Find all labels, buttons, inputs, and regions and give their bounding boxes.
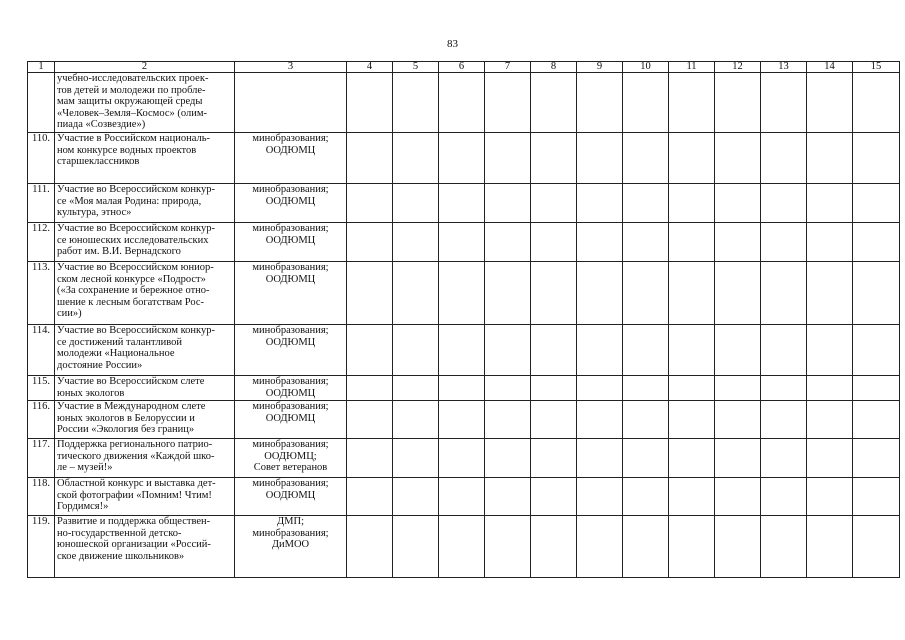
activity-description — [55, 376, 235, 401]
empty-cell — [347, 376, 393, 401]
empty-cell — [577, 376, 623, 401]
empty-cell — [807, 401, 853, 439]
executor-line: минобразования; — [252, 184, 329, 195]
empty-cell — [669, 223, 715, 262]
empty-cell — [439, 439, 485, 478]
responsible-executors — [235, 223, 347, 262]
column-header: 7 — [485, 62, 531, 73]
column-header: 5 — [393, 62, 439, 73]
empty-cell — [485, 133, 531, 184]
empty-cell — [853, 262, 900, 325]
responsible-executors — [235, 439, 347, 478]
empty-cell — [807, 478, 853, 516]
column-header: 1 — [28, 62, 55, 73]
empty-cell — [761, 401, 807, 439]
column-header: 13 — [761, 62, 807, 73]
description-line: «Человек–Земля–Космос» (олим- — [57, 107, 207, 119]
executor-line: ООДЮМЦ — [265, 412, 316, 424]
empty-cell — [623, 73, 669, 133]
description-line: Поддержка регионального патрио- — [57, 439, 213, 450]
empty-cell — [623, 133, 669, 184]
description-line: Участие во Всероссийском конкур- — [57, 223, 215, 234]
description-line: пиада «Созвездие») — [57, 119, 146, 131]
responsible-executors — [235, 516, 347, 578]
description-line: работ им. В.И. Вернадского — [57, 246, 181, 258]
empty-cell — [761, 184, 807, 223]
activity-description — [55, 478, 235, 516]
description-line: Областной конкурс и выставка дет- — [57, 478, 216, 489]
empty-cell — [853, 325, 900, 376]
column-header: 8 — [531, 62, 577, 73]
empty-cell — [715, 262, 761, 325]
empty-cell — [715, 73, 761, 133]
empty-cell — [761, 516, 807, 578]
empty-cell — [439, 133, 485, 184]
empty-cell — [853, 478, 900, 516]
description-line: Участие во Всероссийском слете — [57, 376, 205, 387]
activity-description — [55, 401, 235, 439]
empty-cell — [807, 376, 853, 401]
table-body — [28, 73, 900, 578]
table-row — [28, 325, 900, 376]
executor-line: ООДЮМЦ — [265, 489, 316, 501]
empty-cell — [669, 133, 715, 184]
executor-line: ООДЮМЦ — [265, 234, 316, 246]
empty-cell — [485, 325, 531, 376]
row-number: 117. — [28, 439, 55, 478]
activity-description — [55, 439, 235, 478]
empty-cell — [807, 73, 853, 133]
empty-cell — [853, 223, 900, 262]
empty-cell — [485, 184, 531, 223]
description-line: Участие во Всероссийском конкур- — [57, 325, 215, 336]
empty-cell — [715, 223, 761, 262]
empty-cell — [485, 516, 531, 578]
empty-cell — [761, 133, 807, 184]
empty-cell — [531, 439, 577, 478]
executor-line: ООДЮМЦ; — [264, 450, 317, 462]
empty-cell — [853, 401, 900, 439]
empty-cell — [577, 516, 623, 578]
empty-cell — [485, 73, 531, 133]
empty-cell — [577, 133, 623, 184]
empty-cell — [347, 223, 393, 262]
description-line: мам защиты окружающей среды — [57, 96, 203, 108]
row-number: 115. — [28, 376, 55, 401]
empty-cell — [531, 73, 577, 133]
empty-cell — [531, 133, 577, 184]
description-line: юных экологов — [57, 387, 125, 399]
executor-line: минобразования; — [252, 133, 329, 144]
empty-cell — [853, 376, 900, 401]
empty-cell — [623, 516, 669, 578]
empty-cell — [439, 376, 485, 401]
table-row — [28, 133, 900, 184]
empty-cell — [347, 73, 393, 133]
description-line: ское движение школьников» — [57, 550, 185, 562]
column-header: 9 — [577, 62, 623, 73]
empty-cell — [669, 376, 715, 401]
empty-cell — [531, 325, 577, 376]
empty-cell — [439, 184, 485, 223]
empty-cell — [623, 376, 669, 401]
activity-description — [55, 184, 235, 223]
empty-cell — [485, 376, 531, 401]
table-row — [28, 516, 900, 578]
description-line: культура, этнос» — [57, 207, 132, 219]
empty-cell — [669, 516, 715, 578]
empty-cell — [531, 401, 577, 439]
row-number: 118. — [28, 478, 55, 516]
empty-cell — [439, 223, 485, 262]
empty-cell — [393, 325, 439, 376]
empty-cell — [807, 325, 853, 376]
column-header: 12 — [715, 62, 761, 73]
description-line: достояние России» — [57, 359, 143, 371]
executor-line: минобразования; — [252, 527, 329, 539]
empty-cell — [531, 516, 577, 578]
executor-line: Совет ветеранов — [253, 462, 328, 474]
description-line: сии») — [57, 308, 82, 320]
empty-cell — [761, 223, 807, 262]
empty-cell — [715, 516, 761, 578]
description-line: Участие в Российском националь- — [57, 133, 210, 144]
row-number: 111. — [28, 184, 55, 223]
empty-cell — [715, 478, 761, 516]
table-row — [28, 376, 900, 401]
executor-line: минобразования; — [252, 262, 329, 273]
empty-cell — [393, 439, 439, 478]
description-line: юных экологов в Белоруссии и — [57, 412, 195, 424]
empty-cell — [853, 439, 900, 478]
description-line: учебно-исследовательских проек- — [57, 73, 209, 84]
responsible-executors — [235, 325, 347, 376]
empty-cell — [807, 516, 853, 578]
column-header: 11 — [669, 62, 715, 73]
empty-cell — [577, 184, 623, 223]
description-line: Участие в Международном слете — [57, 401, 206, 412]
empty-cell — [623, 439, 669, 478]
page-number: 83 — [447, 38, 458, 50]
empty-cell — [715, 184, 761, 223]
empty-cell — [669, 262, 715, 325]
empty-cell — [577, 223, 623, 262]
row-number — [28, 73, 55, 133]
empty-cell — [439, 262, 485, 325]
empty-cell — [347, 262, 393, 325]
responsible-executors — [235, 133, 347, 184]
column-header: 14 — [807, 62, 853, 73]
description-line: ле – музей!» — [57, 462, 113, 474]
row-number: 113. — [28, 262, 55, 325]
empty-cell — [347, 439, 393, 478]
empty-cell — [853, 516, 900, 578]
empty-cell — [393, 73, 439, 133]
description-line: но-государственной детско- — [57, 527, 182, 539]
row-number: 112. — [28, 223, 55, 262]
description-line: се достижений талантливой — [57, 336, 182, 348]
description-line: молодежи «Национальное — [57, 348, 175, 360]
empty-cell — [623, 325, 669, 376]
empty-cell — [577, 478, 623, 516]
activity-description — [55, 73, 235, 133]
empty-cell — [715, 376, 761, 401]
description-line: се юношеских исследовательских — [57, 234, 209, 246]
empty-cell — [715, 401, 761, 439]
table-row — [28, 478, 900, 516]
executor-line: минобразования; — [252, 376, 329, 387]
empty-cell — [761, 478, 807, 516]
empty-cell — [669, 401, 715, 439]
empty-cell — [623, 401, 669, 439]
description-line: ном конкурсе водных проектов — [57, 144, 197, 156]
column-header: 4 — [347, 62, 393, 73]
table-row — [28, 73, 900, 133]
empty-cell — [393, 516, 439, 578]
empty-cell — [531, 478, 577, 516]
column-header: 2 — [55, 62, 235, 73]
description-line: шение к лесным богатствам Рос- — [57, 296, 205, 308]
empty-cell — [347, 184, 393, 223]
table-row — [28, 184, 900, 223]
empty-cell — [577, 325, 623, 376]
empty-cell — [761, 262, 807, 325]
empty-cell — [623, 262, 669, 325]
executor-line: ДМП; — [277, 516, 304, 527]
empty-cell — [439, 401, 485, 439]
column-header: 6 — [439, 62, 485, 73]
empty-cell — [853, 73, 900, 133]
empty-cell — [485, 401, 531, 439]
description-line: ском лесной конкурсе «Подрост» — [57, 273, 206, 285]
executor-line: минобразования; — [252, 325, 329, 336]
empty-cell — [347, 478, 393, 516]
description-line: юношеской организации «Россий- — [57, 539, 211, 551]
description-line: старшеклассников — [57, 156, 140, 168]
row-number: 116. — [28, 401, 55, 439]
empty-cell — [715, 133, 761, 184]
executor-line: минобразования; — [252, 223, 329, 234]
row-number: 110. — [28, 133, 55, 184]
empty-cell — [669, 184, 715, 223]
empty-cell — [393, 401, 439, 439]
table-row — [28, 439, 900, 478]
plan-table — [27, 61, 900, 578]
activity-description — [55, 223, 235, 262]
description-line: тов детей и молодежи по пробле- — [57, 84, 206, 96]
empty-cell — [347, 401, 393, 439]
empty-cell — [715, 439, 761, 478]
row-number: 119. — [28, 516, 55, 578]
empty-cell — [531, 262, 577, 325]
empty-cell — [531, 223, 577, 262]
empty-cell — [393, 133, 439, 184]
description-line: России «Экология без границ» — [57, 424, 195, 436]
empty-cell — [393, 478, 439, 516]
description-line: Развитие и поддержка обществен- — [57, 516, 211, 527]
empty-cell — [531, 376, 577, 401]
executor-line: ООДЮМЦ — [265, 144, 316, 156]
responsible-executors — [235, 73, 347, 133]
empty-cell — [669, 73, 715, 133]
empty-cell — [439, 325, 485, 376]
empty-cell — [623, 223, 669, 262]
empty-cell — [439, 73, 485, 133]
table-row — [28, 223, 900, 262]
executor-line: минобразования; — [252, 439, 329, 450]
empty-cell — [807, 184, 853, 223]
empty-cell — [853, 184, 900, 223]
empty-cell — [761, 73, 807, 133]
description-line: Участие во Всероссийском конкур- — [57, 184, 215, 195]
empty-cell — [807, 223, 853, 262]
description-line: Гордимся!» — [57, 501, 109, 513]
description-line: («За сохранение и бережное отно- — [57, 285, 210, 297]
activity-description — [55, 325, 235, 376]
empty-cell — [577, 401, 623, 439]
empty-cell — [393, 184, 439, 223]
empty-cell — [485, 478, 531, 516]
executor-line: минобразования; — [252, 401, 329, 412]
executor-line: ООДЮМЦ — [265, 273, 316, 285]
empty-cell — [485, 223, 531, 262]
empty-cell — [577, 262, 623, 325]
executor-line: ООДЮМЦ — [265, 387, 316, 399]
empty-cell — [669, 325, 715, 376]
row-number: 114. — [28, 325, 55, 376]
empty-cell — [393, 223, 439, 262]
empty-cell — [393, 262, 439, 325]
table-row — [28, 262, 900, 325]
description-line: се «Моя малая Родина: природа, — [57, 195, 202, 207]
empty-cell — [669, 478, 715, 516]
activity-description — [55, 516, 235, 578]
empty-cell — [347, 516, 393, 578]
responsible-executors — [235, 376, 347, 401]
empty-cell — [347, 133, 393, 184]
empty-cell — [439, 516, 485, 578]
executor-line: ООДЮМЦ — [265, 336, 316, 348]
empty-cell — [347, 325, 393, 376]
empty-cell — [761, 376, 807, 401]
column-header: 3 — [235, 62, 347, 73]
responsible-executors — [235, 478, 347, 516]
empty-cell — [761, 439, 807, 478]
column-header: 15 — [853, 62, 900, 73]
empty-cell — [807, 262, 853, 325]
description-line: Участие во Всероссийском юниор- — [57, 262, 214, 273]
empty-cell — [485, 262, 531, 325]
responsible-executors — [235, 401, 347, 439]
empty-cell — [853, 133, 900, 184]
activity-description — [55, 133, 235, 184]
empty-cell — [531, 184, 577, 223]
empty-cell — [485, 439, 531, 478]
column-header: 10 — [623, 62, 669, 73]
responsible-executors — [235, 262, 347, 325]
executor-line: минобразования; — [252, 478, 329, 489]
empty-cell — [393, 376, 439, 401]
description-line: ской фотографии «Помним! Чтим! — [57, 489, 212, 501]
empty-cell — [715, 325, 761, 376]
empty-cell — [761, 325, 807, 376]
empty-cell — [577, 439, 623, 478]
empty-cell — [577, 73, 623, 133]
executor-line: ООДЮМЦ — [265, 195, 316, 207]
responsible-executors — [235, 184, 347, 223]
empty-cell — [669, 439, 715, 478]
empty-cell — [807, 133, 853, 184]
empty-cell — [623, 478, 669, 516]
table-row — [28, 401, 900, 439]
description-line: тического движения «Каждой шко- — [57, 450, 215, 462]
activity-description — [55, 262, 235, 325]
executor-line: ДиМОО — [271, 539, 310, 551]
empty-cell — [807, 439, 853, 478]
column-header-row — [28, 62, 900, 73]
empty-cell — [623, 184, 669, 223]
empty-cell — [439, 478, 485, 516]
